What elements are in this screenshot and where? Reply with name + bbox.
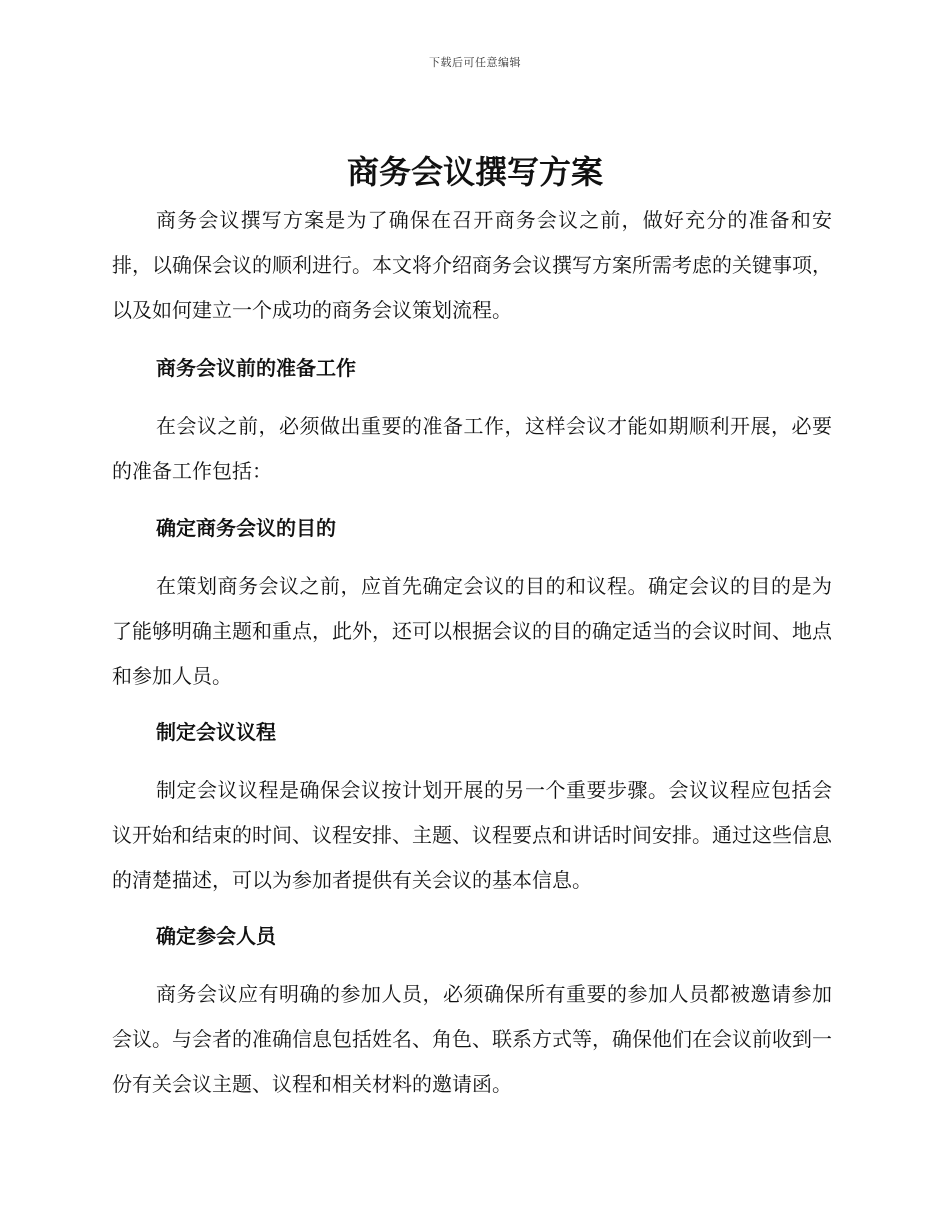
- section-preparation: [112, 346, 832, 494]
- section-paragraph: 在会议之前，必须做出重要的准备工作，这样会议才能如期顺利开展，必要的准备工作包括：: [112, 414, 832, 483]
- section-paragraph: 商务会议应有明确的参加人员，必须确保所有重要的参加人员都被邀请参加会议。与会者的准确信息包括姓名、角色、联系方式等，确保他们在会议前收到一份有关会议主题、议程和相关材料的邀请函。: [112, 982, 832, 1096]
- section-attendees: [112, 914, 832, 1107]
- document-title: 商务会议撰写方案: [346, 153, 603, 191]
- section-heading: 确定参会人员: [156, 924, 276, 948]
- section-agenda: [112, 710, 832, 903]
- intro-block: [112, 198, 832, 333]
- page-header-note: 下载后可任意编辑: [429, 56, 521, 69]
- section-heading: 商务会议前的准备工作: [156, 356, 356, 380]
- section-heading: 制定会议议程: [156, 720, 276, 744]
- section-heading: 确定商务会议的目的: [156, 516, 336, 540]
- section-paragraph: 制定会议议程是确保会议按计划开展的另一个重要步骤。会议议程应包括会议开始和结束的时间、议程安排、主题、议程要点和讲话时间安排。通过这些信息的清楚描述，可以为参加者提供有关会议的基本信息。: [112, 778, 832, 892]
- intro-paragraph: 商务会议撰写方案是为了确保在召开商务会议之前，做好充分的准备和安排，以确保会议的顺利进行。本文将介绍商务会议撰写方案所需考虑的关键事项，以及如何建立一个成功的商务会议策划流程。: [112, 208, 832, 322]
- section-purpose: [112, 506, 832, 699]
- section-paragraph: 在策划商务会议之前，应首先确定会议的目的和议程。确定会议的目的是为了能够明确主题和重点，此外，还可以根据会议的目的确定适当的会议时间、地点和参加人员。: [112, 574, 832, 688]
